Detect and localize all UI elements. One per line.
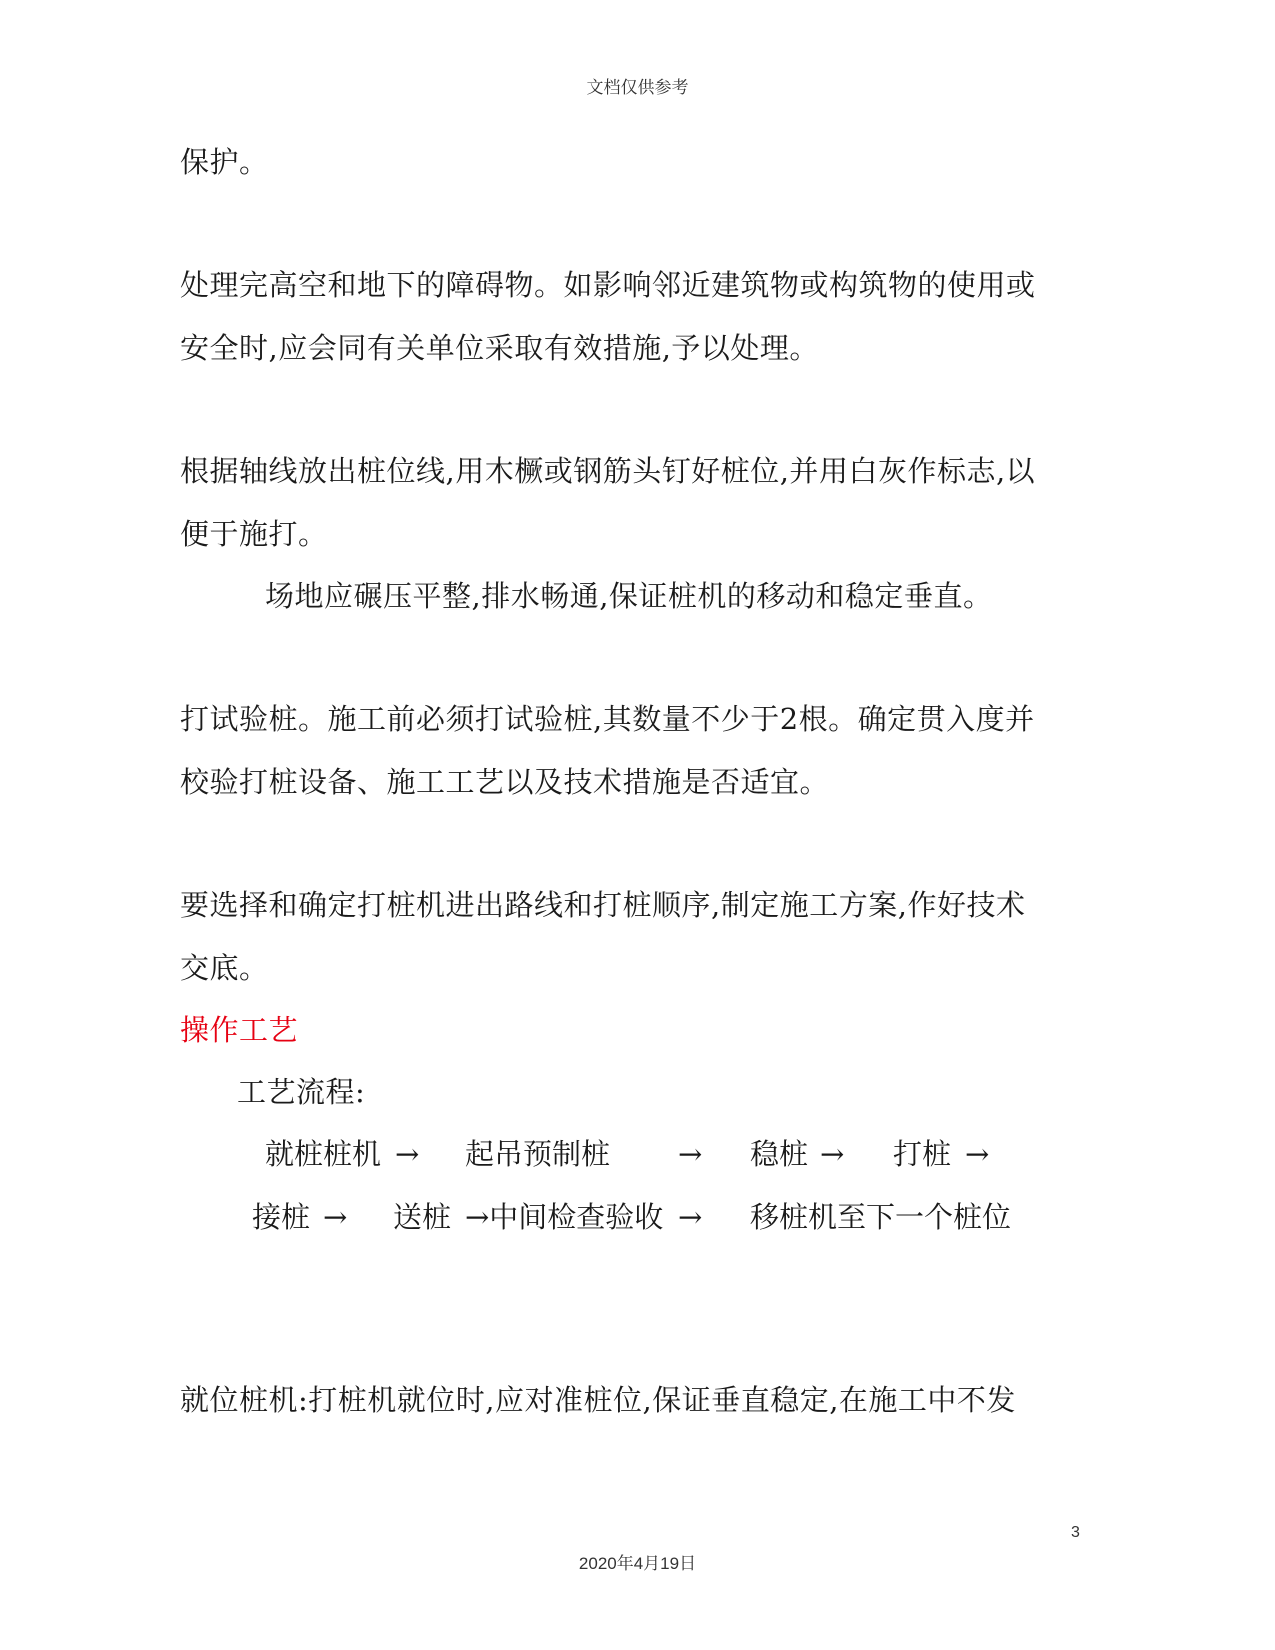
flow-step: 打桩 xyxy=(893,1137,952,1171)
flow-step: 起吊预制桩 xyxy=(465,1137,611,1171)
text-line: 保护。 xyxy=(180,145,269,179)
flow-step: →中间检查验收 xyxy=(465,1200,664,1234)
arrow-icon: → xyxy=(820,1137,845,1171)
arrow-icon: → xyxy=(678,1200,703,1234)
flow-step: 就桩桩机 xyxy=(265,1137,382,1171)
flow-label: 工艺流程: xyxy=(237,1075,366,1109)
arrow-icon: → xyxy=(678,1137,703,1171)
text-line: 根据轴线放出桩位线,用木橛或钢筋头钉好桩位,并用白灰作标志,以 xyxy=(180,454,1036,488)
arrow-icon: → xyxy=(395,1137,420,1171)
arrow-icon: → xyxy=(965,1137,990,1171)
flow-step: 送桩 xyxy=(393,1200,452,1234)
flow-step: 稳桩 xyxy=(750,1137,809,1171)
text-line: 就位桩机:打桩机就位时,应对准桩位,保证垂直稳定,在施工中不发 xyxy=(180,1383,1016,1417)
text-line: 交底。 xyxy=(180,951,269,985)
page-number: 3 xyxy=(1071,1524,1080,1541)
section-heading: 操作工艺 xyxy=(180,1013,299,1047)
text-line: 便于施打。 xyxy=(180,517,328,551)
text-line: 打试验桩。施工前必须打试验桩,其数量不少于2根。确定贯入度并 xyxy=(180,702,1035,736)
text-line: 要选择和确定打桩机进出路线和打桩顺序,制定施工方案,作好技术 xyxy=(180,888,1026,922)
text-line: 校验打桩设备、施工工艺以及技术措施是否适宜。 xyxy=(180,765,830,799)
arrow-icon: → xyxy=(323,1200,348,1234)
text-line: 安全时,应会同有关单位采取有效措施,予以处理。 xyxy=(180,331,819,365)
text-line: 场地应碾压平整,排水畅通,保证桩机的移动和稳定垂直。 xyxy=(265,579,993,613)
page-footer-date: 2020年4月19日 xyxy=(578,1554,697,1573)
flow-step: 移桩机至下一个桩位 xyxy=(750,1200,1012,1234)
text-line: 处理完高空和地下的障碍物。如影响邻近建筑物或构筑物的使用或 xyxy=(180,268,1036,302)
page-header: 文档仅供参考 xyxy=(586,78,689,98)
flow-step: 接桩 xyxy=(252,1200,311,1234)
